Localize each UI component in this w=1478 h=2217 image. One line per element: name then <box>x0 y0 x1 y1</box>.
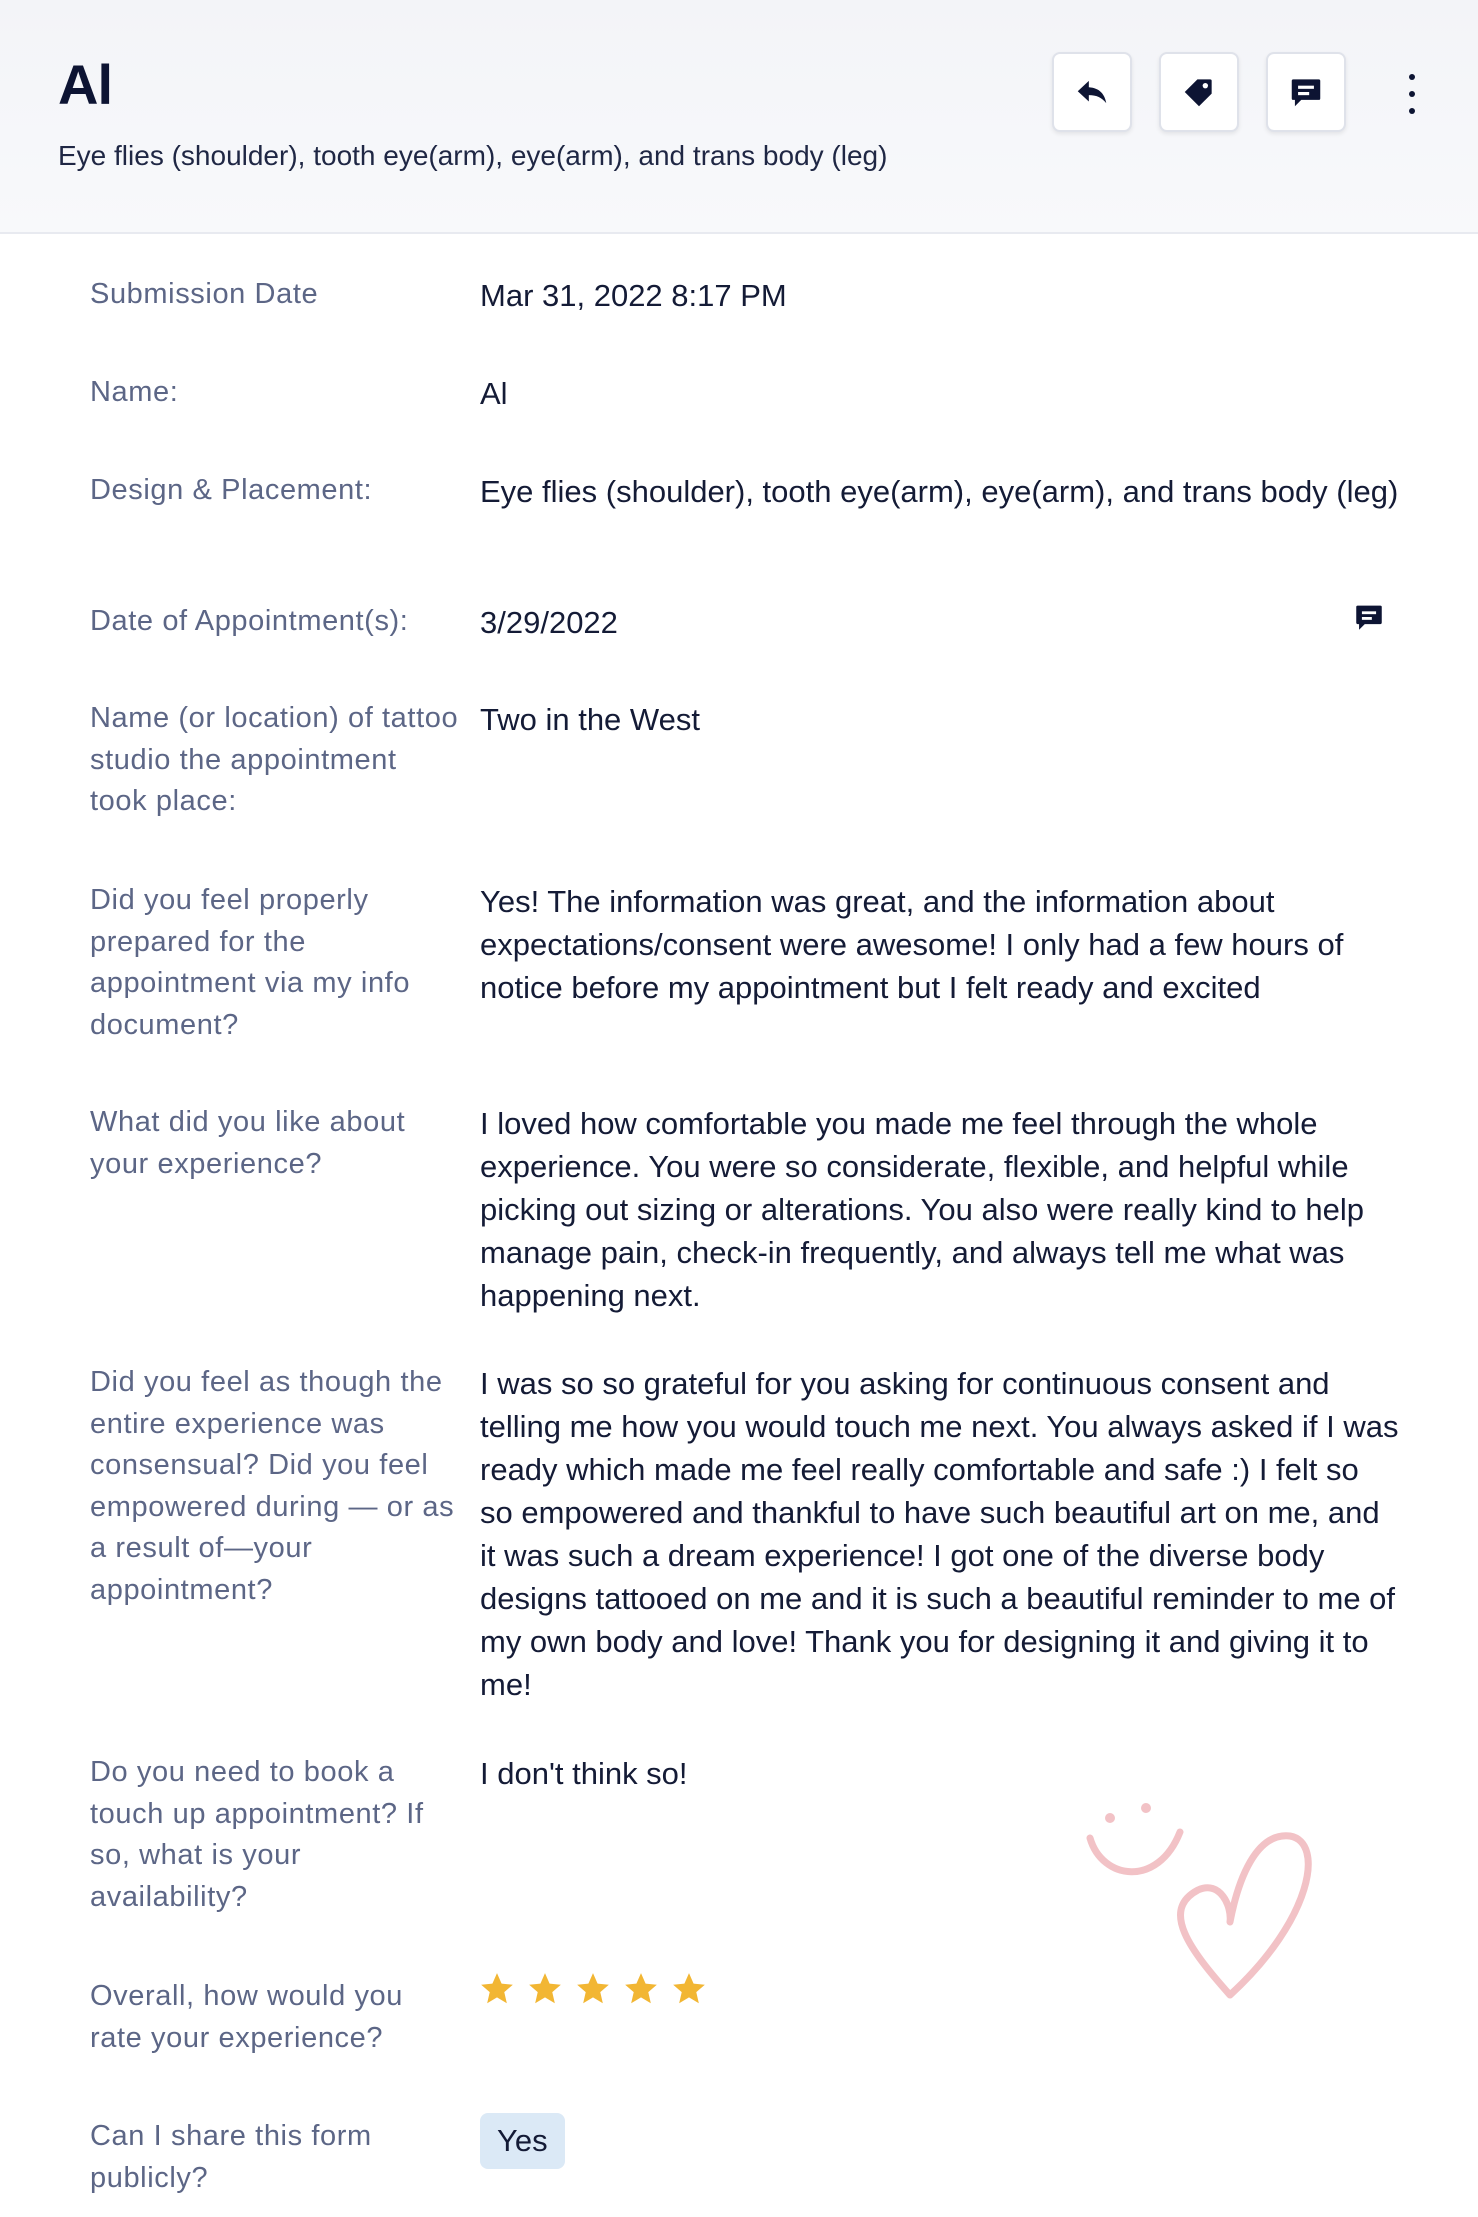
name-label: Name: <box>90 376 179 408</box>
studio-value: Two in the West <box>480 702 700 737</box>
studio-label: Name (or location) of tattoo studio the appointment took place: <box>90 702 459 817</box>
consensual-label: Did you feel as though the entire experience was consensual? Did you feel empowered during — or as a result of—your appointment? <box>90 1366 455 1606</box>
rating-label: Overall, how would you rate your experience? <box>90 1980 404 2054</box>
smiley-heart-doodle <box>1080 1780 1340 2000</box>
appointment-date-value: 3/29/2022 <box>480 605 618 640</box>
rating-stars <box>478 1970 708 2008</box>
star-icon <box>478 1970 516 2008</box>
touch-up-label: Do you need to book a touch up appointment? If so, what is your availability? <box>90 1756 424 1913</box>
more-options-button[interactable] <box>1400 74 1424 114</box>
share-badge: Yes <box>480 2113 565 2169</box>
liked-value: I loved how comfortable you made me feel through the whole experience. You were so considerate, flexible, and helpful while picking out sizing or alterations. You also were really kind to help manage pain, check-in frequently, and always tell me what was happening next. <box>480 1106 1365 1313</box>
submission-date-label: Submission Date <box>90 278 319 310</box>
design-value: Eye flies (shoulder), tooth eye(arm), eye(arm), and trans body (leg) <box>480 474 1399 509</box>
star-icon <box>670 1970 708 2008</box>
design-label: Design & Placement: <box>90 474 373 506</box>
share-label: Can I share this form publicly? <box>90 2120 372 2194</box>
consensual-value: I was so so grateful for you asking for continuous consent and telling me how you would touch me next. You always asked if I was ready which made me feel really comfortable and safe :) I felt so so empowered and thankful to have such beautiful art on me, and it was such a dream experience! I got one of the diverse body designs tattooed on me and it is such a beautiful reminder to me of my own body and love! Thank you for designing it and giving it to me! <box>480 1366 1399 1702</box>
star-icon <box>526 1970 564 2008</box>
name-value: Al <box>480 376 508 411</box>
touch-up-value: I don't think so! <box>480 1756 688 1791</box>
liked-label: What did you like about your experience? <box>90 1106 406 1180</box>
star-icon <box>574 1970 612 2008</box>
prepared-label: Did you feel properly prepared for the appointment via my info document? <box>90 884 411 1041</box>
page-subtitle: Eye flies (shoulder), tooth eye(arm), eye(arm), and trans body (leg) <box>58 140 888 171</box>
tag-button[interactable] <box>1159 52 1239 132</box>
comment-icon <box>1287 73 1325 111</box>
appointment-date-label: Date of Appointment(s): <box>90 605 409 637</box>
reply-icon <box>1073 73 1111 111</box>
field-comment-icon[interactable] <box>1352 600 1386 634</box>
page-title: Al <box>58 53 112 116</box>
more-vertical-icon <box>1409 74 1415 80</box>
prepared-value: Yes! The information was great, and the information about expectations/consent were awesome! I only had a few hours of notice before my appointment but I felt ready and excited <box>480 884 1344 1005</box>
comment-button[interactable] <box>1266 52 1346 132</box>
tag-icon <box>1180 73 1218 111</box>
submission-date-value: Mar 31, 2022 8:17 PM <box>480 278 787 313</box>
reply-button[interactable] <box>1052 52 1132 132</box>
star-icon <box>622 1970 660 2008</box>
submission-header <box>0 0 1478 234</box>
